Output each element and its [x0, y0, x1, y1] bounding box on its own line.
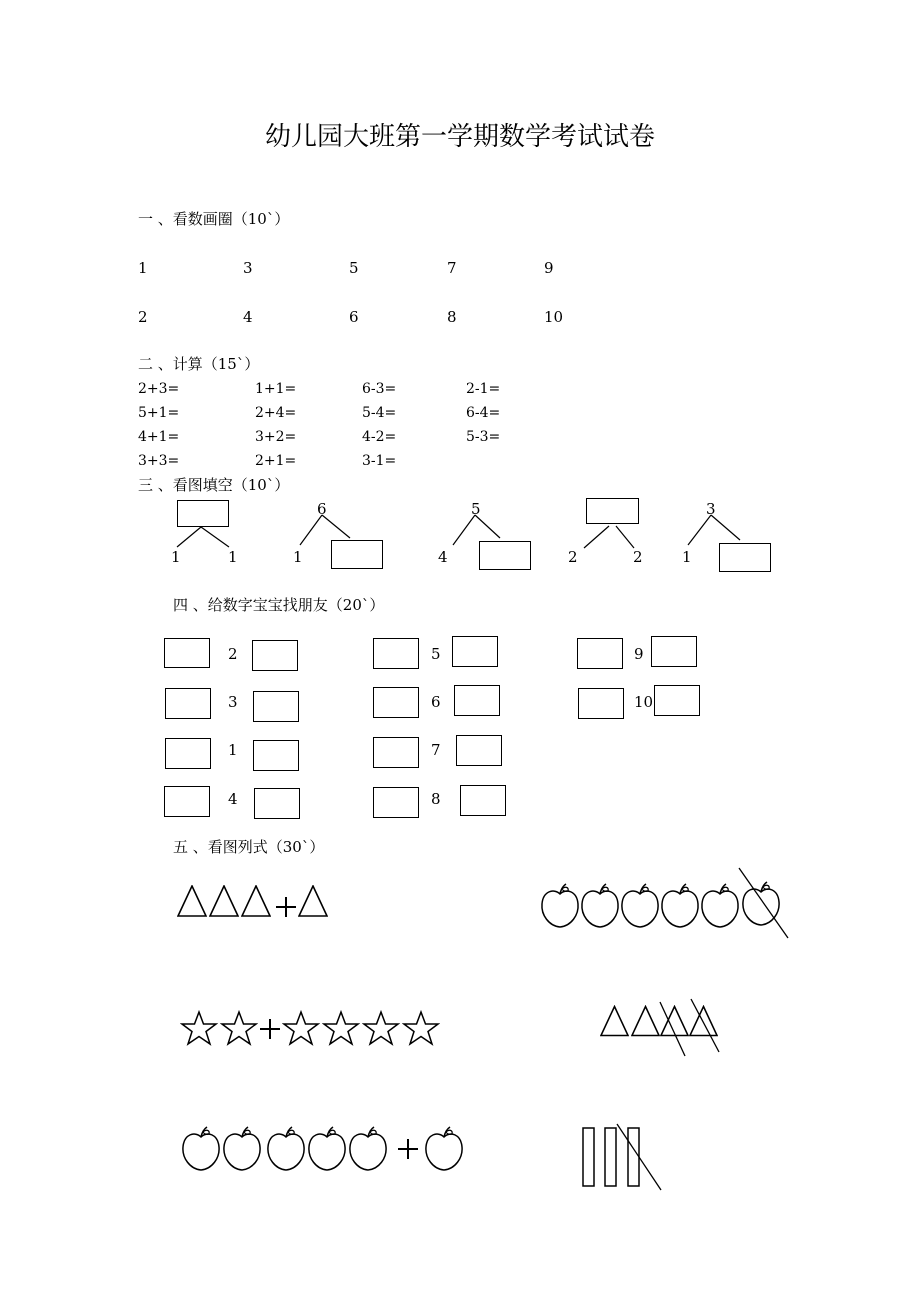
tree-top-number: 3	[706, 500, 716, 518]
tree-top-number: 5	[471, 500, 481, 518]
star-icon	[404, 1012, 438, 1044]
count-number: 8	[447, 308, 457, 326]
plus-icon	[260, 1019, 280, 1039]
equation: 2+4=	[255, 405, 297, 421]
equation: 2+3=	[138, 381, 180, 397]
section2-heading: 二 、计算（15`）	[138, 355, 260, 373]
equation: 5-3=	[466, 429, 501, 445]
equation: 2+1=	[255, 453, 297, 469]
apple-icon	[183, 1127, 219, 1170]
equation: 5+1=	[138, 405, 180, 421]
apple-icon	[542, 884, 578, 927]
equation: 4+1=	[138, 429, 180, 445]
apple-icon	[309, 1127, 345, 1170]
friend-number: 4	[228, 790, 238, 808]
stick-icon	[605, 1128, 616, 1186]
equation: 1+1=	[255, 381, 297, 397]
friend-number: 6	[431, 693, 441, 711]
triangle-icon	[299, 886, 327, 916]
equation: 3+2=	[255, 429, 297, 445]
count-number: 6	[349, 308, 359, 326]
equation: 4-2=	[362, 429, 397, 445]
friend-number: 2	[228, 645, 238, 663]
tree-top-number: 6	[317, 500, 327, 518]
count-number: 4	[243, 308, 253, 326]
equation: 2-1=	[466, 381, 501, 397]
plus-icon	[276, 897, 296, 917]
tree-left-number: 2	[568, 548, 578, 566]
triangle-group	[601, 999, 719, 1056]
friend-number: 9	[634, 645, 644, 663]
count-number: 1	[138, 259, 148, 277]
apple-icon	[350, 1127, 386, 1170]
section4-heading: 四 、给数字宝宝找朋友（20`）	[173, 596, 385, 614]
apple-group	[542, 868, 788, 938]
star-icon	[182, 1012, 216, 1044]
tree-right-number: 1	[228, 548, 238, 566]
triangle-icon	[210, 886, 238, 916]
count-number: 10	[544, 308, 564, 326]
section5-heading: 五 、看图列式（30`）	[173, 838, 325, 856]
apple-icon	[426, 1127, 462, 1170]
apple-icon	[268, 1127, 304, 1170]
triangle-icon	[242, 886, 270, 916]
friend-number: 3	[228, 693, 238, 711]
friend-number: 7	[431, 741, 441, 759]
tree-left-number: 1	[682, 548, 692, 566]
cross-out-line	[739, 868, 788, 938]
section1-heading: 一 、看数画圈（10`）	[138, 210, 290, 228]
triangle-icon	[661, 1007, 688, 1036]
triangle-group	[178, 886, 327, 917]
equation: 6-4=	[466, 405, 501, 421]
apple-icon	[224, 1127, 260, 1170]
triangle-icon	[632, 1007, 659, 1036]
star-icon	[324, 1012, 358, 1044]
tree-left-number: 1	[293, 548, 303, 566]
count-number: 5	[349, 259, 359, 277]
triangle-icon	[178, 886, 206, 916]
star-icon	[222, 1012, 256, 1044]
section3-heading: 三 、看图填空（10`）	[138, 476, 290, 494]
friend-number: 10	[634, 693, 654, 711]
equation: 3+3=	[138, 453, 180, 469]
triangle-icon	[690, 1007, 717, 1036]
page-title: 幼儿园大班第一学期数学考试试卷	[264, 122, 655, 152]
apple-icon	[662, 884, 698, 927]
star-group	[182, 1012, 438, 1044]
equation: 6-3=	[362, 381, 397, 397]
equation: 5-4=	[362, 405, 397, 421]
star-icon	[284, 1012, 318, 1044]
friend-number: 1	[228, 741, 238, 759]
apple-icon	[582, 884, 618, 927]
stick-icon	[583, 1128, 594, 1186]
apple-icon	[622, 884, 658, 927]
stick-icon	[628, 1128, 639, 1186]
tree-left-number: 4	[438, 548, 448, 566]
count-number: 2	[138, 308, 148, 326]
friend-number: 8	[431, 790, 441, 808]
equation: 3-1=	[362, 453, 397, 469]
star-icon	[364, 1012, 398, 1044]
count-number: 3	[243, 259, 253, 277]
stick-group	[583, 1124, 661, 1190]
apple-group	[183, 1127, 462, 1170]
count-number: 9	[544, 259, 554, 277]
triangle-icon	[601, 1007, 628, 1036]
count-number: 7	[447, 259, 457, 277]
tree-left-number: 1	[171, 548, 181, 566]
tree-right-number: 2	[633, 548, 643, 566]
plus-icon	[398, 1139, 418, 1159]
friend-number: 5	[431, 645, 441, 663]
apple-icon	[702, 884, 738, 927]
